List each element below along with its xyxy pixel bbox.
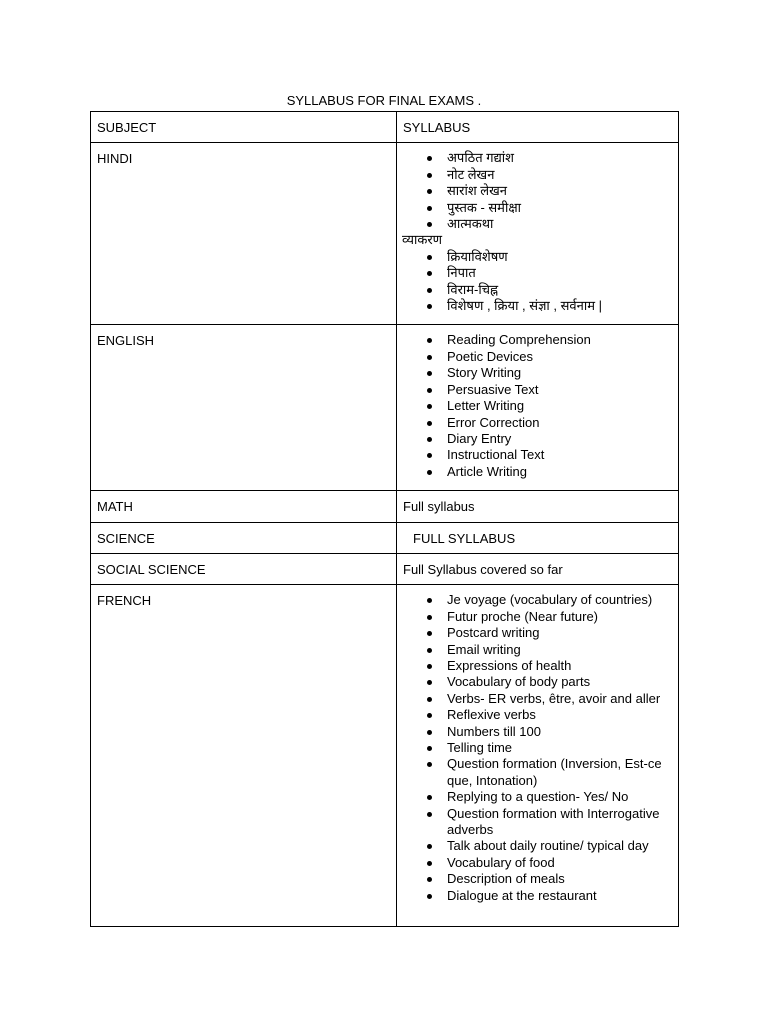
document-title: SYLLABUS FOR FINAL EXAMS . <box>286 93 482 108</box>
list-item: क्रियाविशेषण <box>402 249 672 265</box>
syllabus-social-science: Full Syllabus covered so far <box>397 553 679 584</box>
table-row-english <box>91 325 679 491</box>
syllabus-math: Full syllabus <box>397 491 679 522</box>
list-item: Letter Writing <box>402 398 672 414</box>
english-list <box>402 332 672 480</box>
list-item: Description of meals <box>402 871 672 887</box>
hindi-list-2 <box>402 249 672 315</box>
list-item: Story Writing <box>402 365 672 381</box>
science-syllabus-text: FULL SYLLABUS <box>413 530 516 546</box>
list-item: Reflexive verbs <box>402 707 672 723</box>
list-item: सारांश लेखन <box>402 183 672 199</box>
subject-hindi: HINDI <box>91 143 397 325</box>
table-row-science <box>91 522 679 553</box>
list-item: Article Writing <box>402 464 672 480</box>
table-row-hindi <box>91 143 679 325</box>
list-item: Telling time <box>402 740 672 756</box>
list-item: Error Correction <box>402 415 672 431</box>
list-item: Question formation with Interrogative adverbs <box>402 806 672 839</box>
table-row-french <box>91 585 679 927</box>
subject-social-science: SOCIAL SCIENCE <box>91 553 397 584</box>
list-item: नोट लेखन <box>402 167 672 183</box>
subject-french: FRENCH <box>91 585 397 927</box>
syllabus-science <box>397 522 679 553</box>
list-item: Instructional Text <box>402 447 672 463</box>
header-subject: SUBJECT <box>91 112 397 143</box>
list-item: Vocabulary of body parts <box>402 674 672 690</box>
list-item: पुस्तक - समीक्षा <box>402 200 672 216</box>
table-header-row <box>91 112 679 143</box>
list-item: अपठित गद्यांश <box>402 150 672 166</box>
syllabus-table <box>90 111 679 927</box>
list-item: Verbs- ER verbs, être, avoir and aller <box>402 691 672 707</box>
syllabus-french <box>397 585 679 927</box>
list-item: Postcard writing <box>402 625 672 641</box>
list-item: Poetic Devices <box>402 349 672 365</box>
list-item: Diary Entry <box>402 431 672 447</box>
list-item: आत्मकथा <box>402 216 672 232</box>
list-item: Expressions of health <box>402 658 672 674</box>
subject-science: SCIENCE <box>91 522 397 553</box>
french-list <box>402 592 672 904</box>
hindi-grammar-heading: व्याकरण <box>402 232 443 248</box>
list-item: Vocabulary of food <box>402 855 672 871</box>
list-item: Je voyage (vocabulary of countries) <box>402 592 672 608</box>
list-item: Futur proche (Near future) <box>402 609 672 625</box>
subject-english: ENGLISH <box>91 325 397 491</box>
syllabus-english <box>397 325 679 491</box>
list-item: Question formation (Inversion, Est-ce que, Intonation) <box>402 756 672 789</box>
list-item: Reading Comprehension <box>402 332 672 348</box>
list-item: निपात <box>402 265 672 281</box>
header-syllabus: SYLLABUS <box>397 112 679 143</box>
list-item: Replying to a question- Yes/ No <box>402 789 672 805</box>
subject-math: MATH <box>91 491 397 522</box>
list-item: Numbers till 100 <box>402 724 672 740</box>
list-item: Dialogue at the restaurant <box>402 888 672 904</box>
list-item: Email writing <box>402 642 672 658</box>
hindi-list-1 <box>402 150 672 232</box>
list-item: Persuasive Text <box>402 382 672 398</box>
table-row-social-science <box>91 553 679 584</box>
list-item: Talk about daily routine/ typical day <box>402 838 672 854</box>
list-item: विशेषण , क्रिया , संज्ञा , सर्वनाम | <box>402 298 672 314</box>
syllabus-hindi <box>397 143 679 325</box>
list-item: विराम-चिह्न <box>402 282 672 298</box>
table-row-math <box>91 491 679 522</box>
